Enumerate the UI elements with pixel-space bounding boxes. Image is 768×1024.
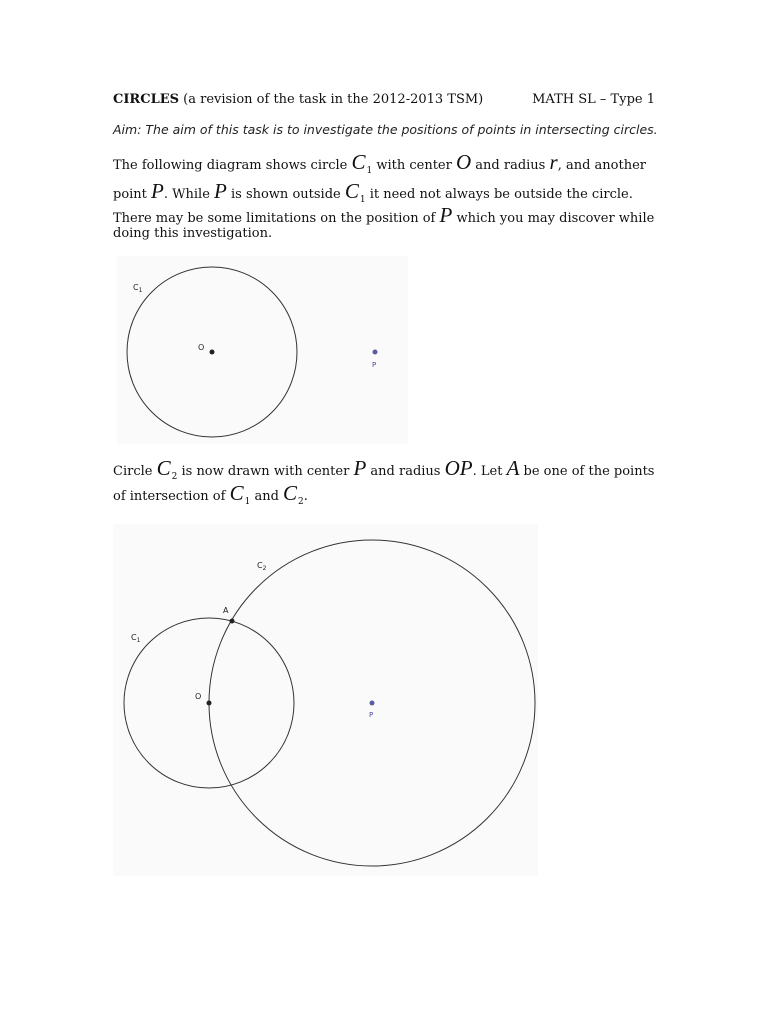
math-P: P [214,179,227,203]
math-P: P [353,456,367,480]
figure-1-svg [117,256,408,444]
subscript: 1 [366,166,373,176]
label-p: P [372,361,377,369]
math-C: C [351,150,366,174]
text: , and another [557,158,646,173]
math-P: P [439,203,453,227]
text: with center [372,158,456,173]
text: which you may discover while [452,211,655,226]
intersection-point-a [230,619,235,624]
text: of intersection of [113,489,230,504]
math-C: C [156,456,171,480]
math-A: A [506,456,520,480]
title-rest: (a revision of the task in the 2012-2013 TSM) [179,92,484,107]
document-title [113,92,483,107]
text: . While [163,187,215,202]
para2-line1 [113,456,654,482]
text: and radius [471,158,550,173]
label-o: O [195,692,202,701]
figure-2 [113,524,538,876]
para1-line3 [113,203,654,228]
text: . Let [472,464,507,479]
text: There may be some limitations on the position of [113,211,440,226]
text: point [113,187,152,202]
math-O: O [455,150,472,174]
label-c1: $C_1$ [133,283,143,294]
text: The following diagram shows circle [113,158,352,173]
subscript: 2 [298,497,304,507]
aim-text: Aim: The aim of this task is to investigate the positions of points in intersecting circles. [113,122,658,137]
text: Circle [113,464,157,479]
center-point-o [210,350,215,355]
label-a: A [223,606,229,615]
math-C: C [283,481,298,505]
title-bold: CIRCLES [113,92,180,107]
point-p [373,350,378,355]
label-c2: $C_2$ [257,561,267,572]
math-r: r [549,150,558,174]
para1-line4: doing this investigation. [113,226,273,241]
course-label: MATH SL – Type 1 [532,92,655,107]
subscript: 1 [359,195,366,205]
center-point-o [207,701,212,706]
label-p: P [369,711,374,719]
para2-line2 [113,481,308,507]
text: and [250,489,284,504]
para1-line2 [113,179,633,205]
text: it need not always be outside the circle. [365,187,633,202]
text: and radius [366,464,445,479]
subscript: 2 [171,472,178,482]
subscript: 1 [244,497,251,507]
math-C: C [229,481,244,505]
math-OP: OP [444,456,473,480]
math-P: P [151,179,164,203]
para1-line1 [113,150,646,176]
label-o: O [198,343,205,352]
text: . [303,489,308,504]
figure-1 [117,256,408,444]
label-c1: $C_1$ [131,633,141,644]
point-p [370,701,375,706]
figure-2-svg [113,524,538,876]
text: is now drawn with center [177,464,354,479]
math-C: C [344,179,359,203]
text: is shown outside [226,187,345,202]
text: be one of the points [519,464,655,479]
